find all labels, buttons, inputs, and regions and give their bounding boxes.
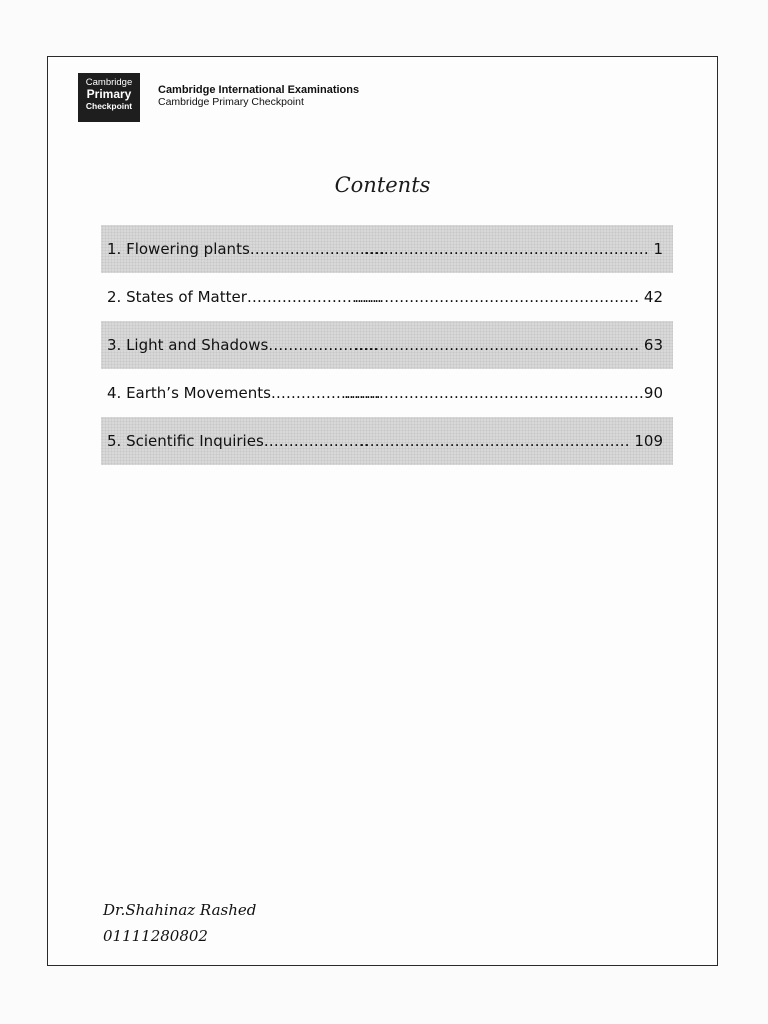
header-org: Cambridge International Examinations xyxy=(158,84,360,96)
toc-entry-title: 1. Flowering plants……………………… xyxy=(107,240,385,258)
toc-entry-page: ……………………………………………………90 xyxy=(343,384,663,402)
logo-line-3: Checkpoint xyxy=(85,101,133,111)
header-program: Cambridge Primary Checkpoint xyxy=(158,96,304,108)
toc-entry-title: 3. Light and Shadows…………………. xyxy=(107,336,379,354)
logo-line-1: Cambridge xyxy=(85,77,133,88)
author-signature xyxy=(103,897,256,949)
author-name: Dr.Shahinaz Rashed xyxy=(103,901,257,919)
toc-entry-page: ………………………………………………… 63 xyxy=(354,336,663,354)
toc-entry-page: ……………………………………………… 109 xyxy=(359,432,663,450)
toc-entry-title: 4. Earth’s Movements…………………. xyxy=(107,384,381,402)
cambridge-logo xyxy=(78,73,140,122)
toc-row xyxy=(101,273,673,321)
toc-entry-title: 5. Scientific Inquiries………………… xyxy=(107,432,369,450)
toc-entry-title: 2. States of Matter……………………… xyxy=(107,288,382,306)
toc-row xyxy=(101,225,673,273)
header-text xyxy=(158,84,359,108)
toc-row xyxy=(101,321,673,369)
page-title: Contents xyxy=(334,173,431,197)
toc-entry-page: ………………………………………………… 1 xyxy=(363,240,663,258)
toc-row xyxy=(101,417,673,465)
author-phone: 01111280802 xyxy=(103,927,208,945)
table-of-contents xyxy=(101,225,673,465)
logo-line-2: Primary xyxy=(86,87,132,101)
toc-entry-page: ………………………………………………… 42 xyxy=(354,288,663,306)
page-frame xyxy=(47,56,718,966)
toc-row xyxy=(101,369,673,417)
